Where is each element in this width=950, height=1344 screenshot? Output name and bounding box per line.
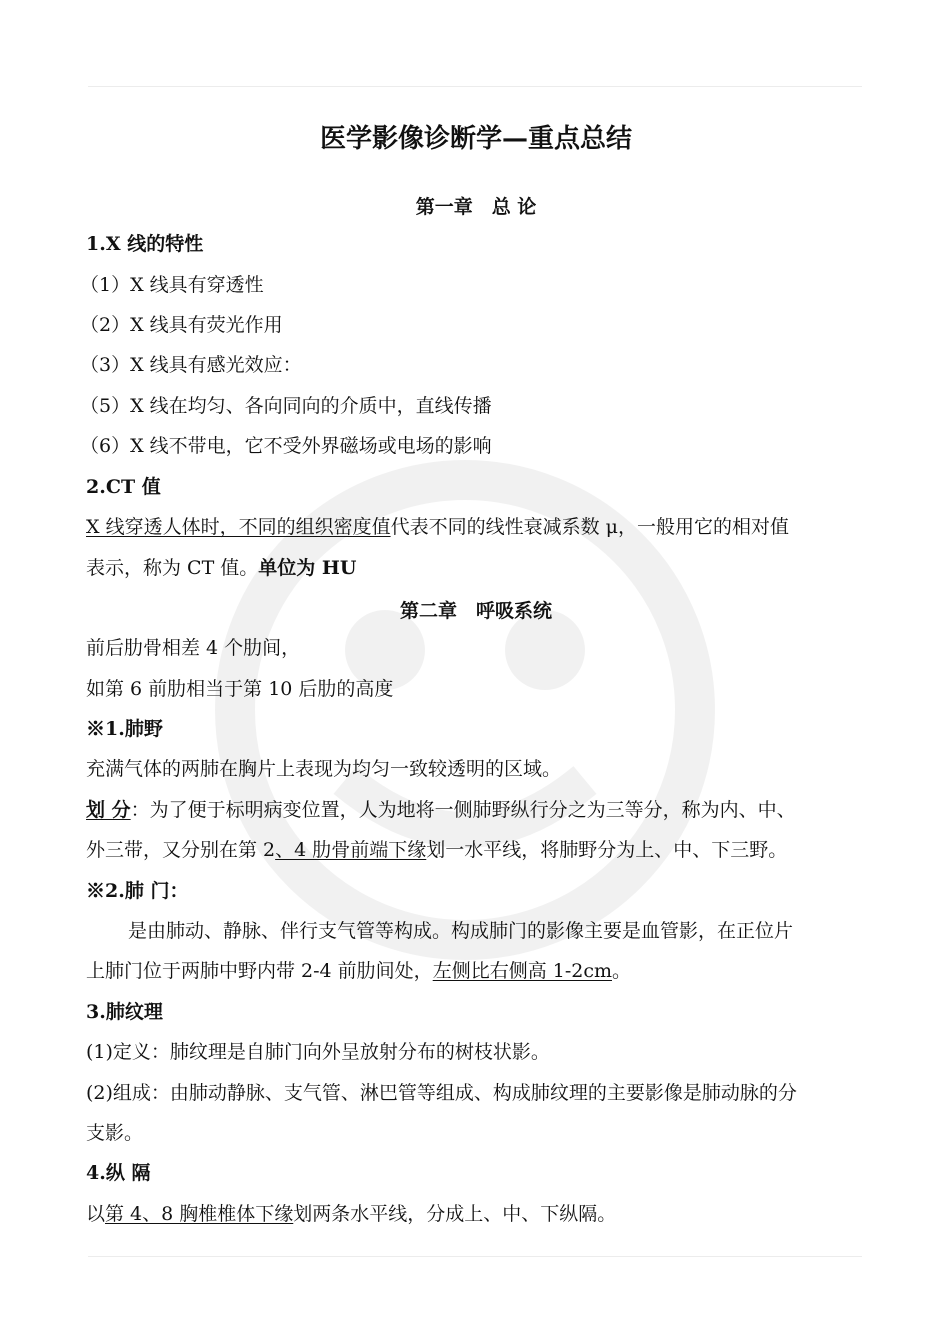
paragraph: 前后肋骨相差 4 个肋间， [86,637,301,659]
paragraph: 如第 6 前肋相当于第 10 后肋的高度 [86,678,394,700]
list-item: （3）X 线具有感光效应： [80,354,302,376]
paragraph: 是由肺动、静脉、伴行支气管等构成。构成肺门的影像主要是血管影，在正位片 [128,920,794,942]
section-heading: 1.X 线的特性 [86,233,204,255]
paragraph: (2)组成：由肺动静脉、支气管、淋巴管等组成、构成肺纹理的主要影像是肺动脉的分 [86,1082,797,1104]
list-item: （5）X 线在均匀、各向同向的介质中，直线传播 [80,395,492,417]
chapter-1-title: 第一章 总 论 [415,196,537,218]
section-heading: ※1.肺野 [86,718,163,740]
text: 外三带，又分别在第 2 [86,839,276,861]
paragraph [86,959,631,983]
list-item: （1）X 线具有穿透性 [80,274,264,296]
underlined-text: X 线穿透人体时，不同的组织密度值 [86,516,391,538]
paragraph [86,838,787,862]
section-heading: 3.肺纹理 [86,1001,163,1023]
section-heading: 4.纵 隔 [86,1162,151,1184]
text: 划两条水平线，分成上、中、下纵隔。 [293,1203,617,1225]
text: 划一水平线，将肺野分为上、中、下三野。 [426,839,788,861]
paragraph: (1)定义：肺纹理是自肺门向外呈放射分布的树枝状影。 [86,1041,550,1063]
list-item: （6）X 线不带电，它不受外界磁场或电场的影响 [80,435,492,457]
paragraph [86,515,789,539]
text: 上肺门位于两肺中野内带 2-4 前肋间处， [86,960,433,982]
section-heading: 2.CT 值 [86,476,161,498]
section-heading: ※2.肺 门： [86,880,189,902]
paragraph: 充满气体的两肺在胸片上表现为均匀一致较透明的区域。 [86,758,562,780]
page-title: 医学影像诊断学—重点总结 [319,124,632,154]
underlined-label: 划 分 [86,799,131,821]
underlined-text: 、4 肋骨前端下缘 [275,839,427,861]
text: ：为了便于标明病变位置，人为地将一侧肺野纵行分之为三等分，称为内、中、 [130,799,796,821]
text: 。 [611,960,631,982]
footer-rule [88,1256,862,1257]
header-rule [88,86,862,87]
text: 代表不同的线性衰减系数 μ，一般用它的相对值 [390,516,789,538]
underlined-text: 左侧比右侧高 1-2cm [432,960,612,982]
text: 表示，称为 CT 值。 [86,557,259,579]
paragraph [86,1202,616,1226]
paragraph [86,798,796,822]
bold-text: 单位为 HU [258,557,357,579]
underlined-text: 第 4、8 胸椎椎体下缘 [105,1203,294,1225]
paragraph [86,556,356,580]
list-item: （2）X 线具有荧光作用 [80,314,283,336]
text: 以 [86,1203,106,1225]
paragraph: 支影。 [86,1122,144,1144]
chapter-2-title: 第二章 呼吸系统 [399,600,552,622]
